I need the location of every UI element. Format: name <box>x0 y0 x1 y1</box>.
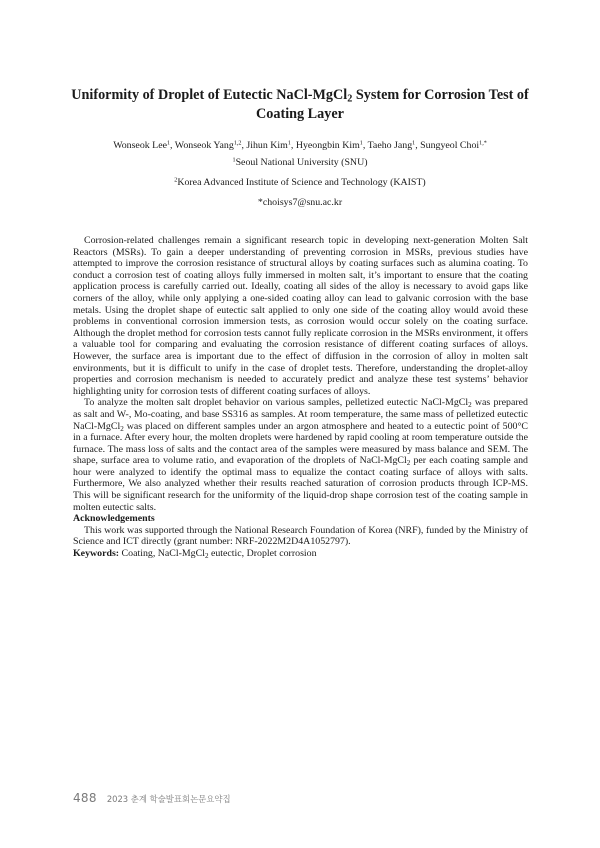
corresponding-email: *choisys7@snu.ac.kr <box>257 197 343 208</box>
title-text-end: System for Corrosion Test of Coating Layer <box>256 87 529 122</box>
abstract-body <box>73 235 528 560</box>
author: Hyeongbin Kim$^1$, <box>295 140 368 151</box>
page-number: 488 <box>73 791 97 805</box>
author: Sungyeol Choi$^{1,*}$ <box>420 140 487 151</box>
page-footer <box>73 791 231 805</box>
title-subscript: 2 <box>347 93 353 105</box>
acknowledgements-heading: Acknowledgements <box>73 513 155 525</box>
author: Wonseok Lee$^1$, <box>113 140 175 151</box>
keywords-line: Keywords: Coating, NaCl-MgCl$_2$ eutectic, Droplet corrosion <box>73 548 317 560</box>
author-list <box>60 140 540 152</box>
author: Jihun Kim$^1$, <box>246 140 296 151</box>
affiliation-2: $^2$Korea Advanced Institute of Science and Technology (KAIST) <box>174 177 426 188</box>
keywords-label: Keywords: <box>73 548 120 560</box>
acknowledgements-text: This work was supported through the National Research Foundation of Korea (NRF), funded by the Ministry of Science and ICT directly (grant number: NRF-2022M2D4A1052797). <box>73 524 528 548</box>
title-text: Uniformity of Droplet of Eutectic NaCl-MgCl <box>71 87 348 103</box>
paper-title <box>60 86 540 124</box>
paragraph-intro: Corrosion-related challenges remain a significant research topic in developing next-generation Molten Salt Reactors (MSRs). To gain a deeper understanding of preventing corrosion in MSRs, previous studies have attempted to improve the corrosion resistance of structural alloys by coating surfaces such as alumina coating. To conduct a corrosion test of coating alloys fully immersed in molten salt, it’s important to ensure that the coating application process is carefully carried out. Ideally, coating all sides of the alloy is necessary to avoid gaps like corners of the alloy, while only applying a one-sided coating alloy can lead to galvanic corrosion with the base metals. Using the droplet shape of eutectic salt applied to only one side of the coating alloy would avoid these problems in conventional corrosion immersion tests, as corrosion would occur solely on the coating surface. Although the droplet method for corrosion tests cannot fully replicate corrosion in the MSRs environment, it offers a valuable tool for comparing and evaluating the corrosion resistance of different coating surfaces of alloys. However, the surface area is important due to the effect of diffusion in the corrosion of alloy in molten salt environments, but it is difficult to unify in the case of droplet tests. Therefore, understanding the droplet-alloy properties and corrosion mechanism is needed to accurately predict and analyze these test systems’ behavior highlighting unity for corrosion tests of different coating surfaces of alloys. <box>73 235 528 397</box>
author: Taeho Jang$^1$, <box>367 140 421 151</box>
author: Wonseok Yang$^{1,2}$, <box>174 140 247 151</box>
paragraph-methods: To analyze the molten salt droplet behavior on various samples, pelletized eutectic NaCl-MgCl$_2$ was prepared as salt and W-, Mo-coating, and base SS316 as samples. At room temperature, the same mass of pelletized eutectic NaCl-MgCl$_2$ was placed on different samples under an argon atmosphere and heated to a eutectic point of 500°C in a furnace. After every hour, the molten droplets were hardened by rapid cooling at room temperature outside the furnace. The mass loss of salts and the contact area of the samples were measured by mass balance and SEM. The shape, surface area to volume ratio, and evaporation of the droplets of NaCl-MgCl$_2$ per each coating sample and hour were analyzed to identify the optimal mass to equalize the contact coating surface of alloys with salts. Furthermore, We also analyzed whether their results reached saturation of corrosion products through ICP-MS. This will be significant research for the uniformity of the liquid-drop shape corrosion test of the coating sample in molten eutectic salts. <box>73 397 528 513</box>
proceedings-title: 2023 춘계 학술발표회논문요약집 <box>106 794 231 804</box>
affiliation-1: $^1$Seoul National University (SNU) <box>232 157 368 168</box>
